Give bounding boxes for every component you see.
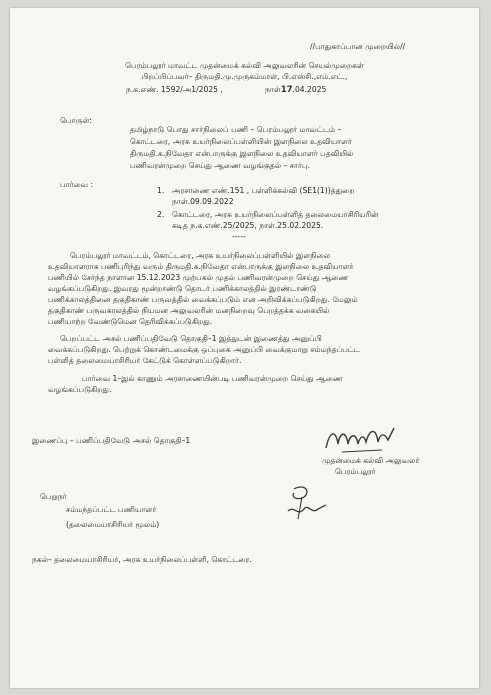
classification-note: //பாதுகாப்பான முறையில்//	[310, 42, 406, 51]
separator: -----	[232, 232, 246, 241]
reference-item-number: 2.	[157, 210, 165, 219]
date-line	[265, 85, 326, 95]
signature-mark	[322, 420, 402, 460]
subject-line: தமிழ்நாடு பொது சார்நிலைப் பணி – பெரம்பலூர் மாவட்டம் –	[130, 125, 342, 134]
date-suffix: .04.2025	[292, 85, 327, 94]
body-line: பெறப்பட்ட அசல் பணிப்பதிவேடு தொகுதி–1 இத்துடன் இணைத்து அனுப்பி	[60, 334, 322, 343]
subject-line: திருமதி.க.நிவேதா என்பாருக்கு இளநிலை உதவியாளர் பதவியில்	[130, 149, 354, 158]
references-label: பார்வை :	[60, 180, 94, 189]
body-line: பள்ளித் தலைமையாசிரியர் கேட்டுக் கொள்ளப்படுகிறார்.	[48, 356, 242, 365]
handwritten-date-day: 17	[280, 85, 293, 95]
document-page	[10, 8, 479, 688]
reference-item: கடித ந.க.எண்.25/2025, நாள்.25.02.2025.	[172, 221, 324, 230]
subject-line: பணிவரன்முறை செய்து ஆணை வழங்குதல் – சார்பு.	[130, 161, 311, 170]
body-line: தகுதிகாண் பருவகாலத்தில் நியமன அலுவலரின் மனநிறைவு பெறத்தக்க வகையில்	[48, 306, 330, 315]
enclosure-line: இணைப்பு – பணிப்பதிவேடு அசல் தொகுதி–1	[32, 436, 191, 445]
signatory-title: முதன்மைக் கல்வி அலுவலர்	[322, 456, 420, 465]
body-line: பார்வை 1–இல் காணும் அரசாணையின்படி பணிவரன்முறை செய்து ஆணை	[82, 374, 343, 383]
body-line: பணியாற்ற வேண்டுமென தெரிவிக்கப்படுகிறது.	[48, 317, 213, 326]
body-line: பெரம்பலூர் மாவட்டம், கொட்டரை, அரசு உயர்நிலைப்பள்ளியில் இளநிலை	[70, 251, 331, 260]
date-prefix: நாள்	[265, 85, 281, 94]
copy-to-line: நகல்– தலைமையாசிரியர், அரசு உயர்நிலைப்பள்ளி, கொட்டரை.	[32, 555, 252, 564]
reference-item: அரசாணை எண்.151 , பள்ளிக்கல்வி (SE1(1))த்துறை	[172, 186, 355, 195]
subject-line: கொட்டரை, அரசு உயர்நிலைப்பள்ளியின் இளநிலை உதவியாளர்	[130, 137, 352, 146]
reference-item-number: 1.	[157, 186, 165, 195]
recipient-line: (தலைமையாசிரியர் மூலம்)	[66, 520, 160, 529]
reference-number: ந.க.எண். 1592/அ1/2025 ,	[126, 85, 223, 94]
recipient-line: சம்மந்தப்பட்ட பணியாளர்	[66, 505, 157, 514]
body-line: பணிக்காலத்தினை தகுதிகாண் பருவத்தில் வைக்கப்படும் என அறிவிக்கப்படுகிறது. மேலும்	[48, 295, 358, 304]
issuer-line: பிறப்பிப்பவர்– திருமதி.மு.முருகம்மாள், பி.எஸ்சி.,எம்.எட்.,	[141, 72, 348, 81]
body-line: வைக்கப்படுகிறது. பெற்றுக் கொண்டமைக்கு ஒப்புகை அனுப்பி வைக்குமாறு சம்மந்தப்பட்ட	[48, 345, 360, 354]
initial-signature	[280, 483, 340, 525]
body-line: பணியில் சேர்ந்த நாளான 15.12.2023 முற்பகல் முதல் பணிவரன்முறை செய்து ஆணை	[48, 273, 349, 282]
subject-label: பொருள்:	[60, 116, 92, 125]
signatory-place: பெரம்பலூர்	[335, 467, 376, 476]
reference-item: கொட்டரை, அரசு உயர்நிலைப்பள்ளித் தலைமையாசிரியரின்	[172, 210, 379, 219]
reference-item: நாள்.09.09.2022	[172, 197, 234, 206]
body-line: வழங்கப்படுகிறது.	[48, 385, 112, 394]
office-title: பெரம்பலூர் மாவட்ட முதன்மைக் கல்வி அலுவலரின் செயல்முறைகள்	[125, 61, 364, 70]
body-line: உதவியாளராக பணிபுரிந்து வரும் திருமதி.க.நிவேதா என்பாருக்கு இளநிலை உதவியாளர்	[48, 262, 354, 271]
body-line: வழங்கப்படுகிறது. இவரது மூன்றாண்டு தொடர் பணிக்காலத்தில் இரண்டாண்டு	[48, 284, 317, 293]
recipient-label: பெறுநர்	[40, 492, 67, 501]
